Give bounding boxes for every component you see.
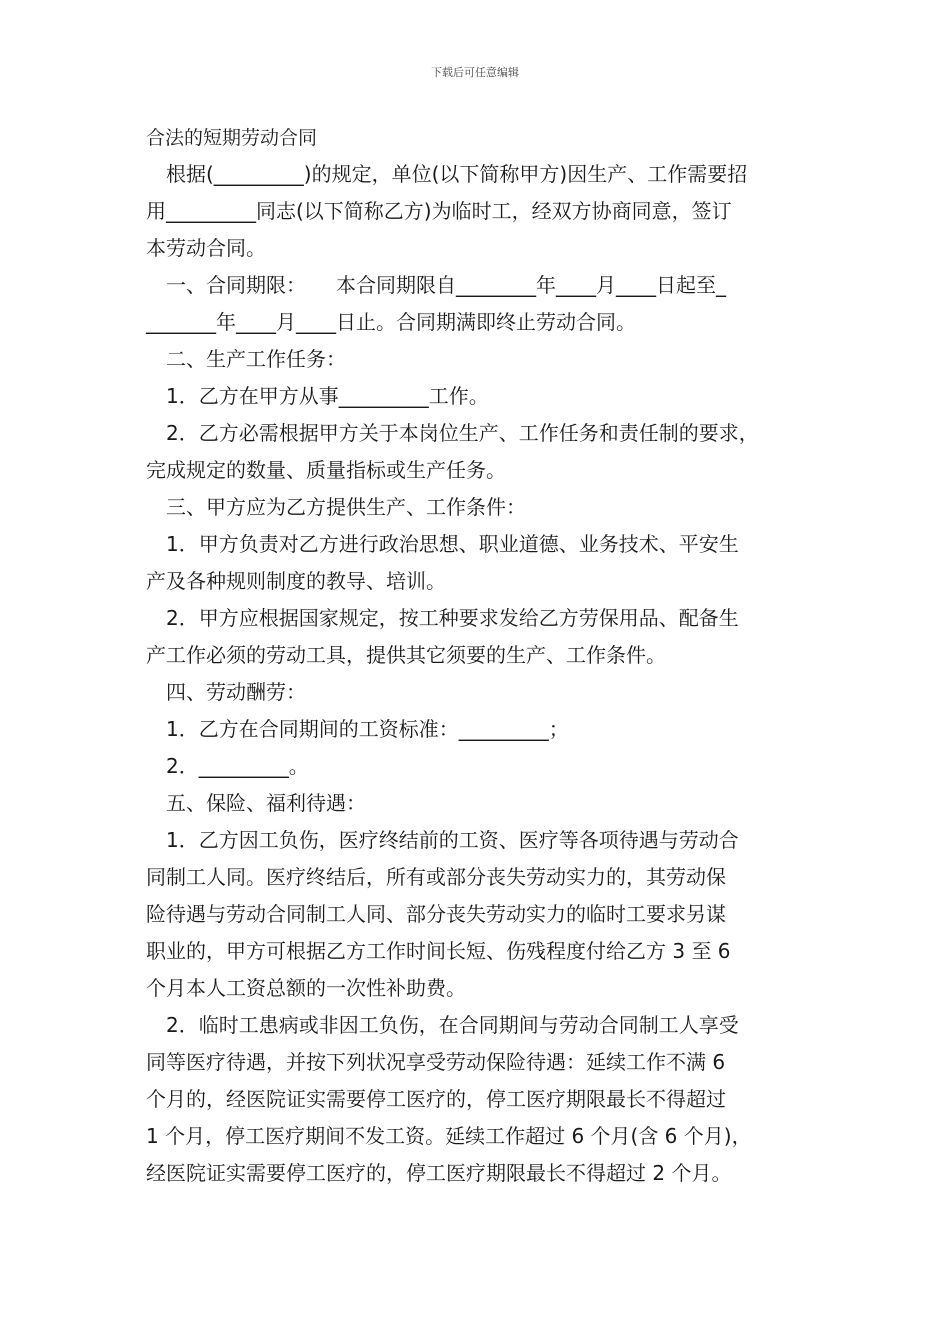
- section-heading-tasks: 二、生产工作任务：: [166, 347, 346, 371]
- section-heading-pay: 四、劳动酬劳：: [166, 680, 306, 704]
- section-heading-insurance: 五、保险、福利待遇：: [166, 791, 366, 815]
- paragraph-line: 个月本人工资总额的一次性补助费。: [146, 976, 466, 1000]
- list-item: 1．乙方因工负伤，医疗终结前的工资、医疗等各项待遇与劳动合: [166, 828, 739, 852]
- paragraph-line: 根据(_________)的规定，单位(以下简称甲方)因生产、工作需要招: [166, 162, 748, 186]
- paragraph-line: 本劳动合同。: [146, 236, 266, 260]
- paragraph-line: 产工作必须的劳动工具，提供其它须要的生产、工作条件。: [146, 643, 666, 667]
- document-body: [146, 120, 822, 1192]
- paragraph-line: 同等医疗待遇，并按下列状况享受劳动保险待遇：延续工作不满 6: [146, 1050, 726, 1074]
- section-heading-term: 一、合同期限： 本合同期限自________年____月____日起至_: [166, 273, 726, 297]
- document-title: 合法的短期劳动合同: [146, 127, 318, 149]
- paragraph-line: _______年____月____日止。合同期满即终止劳动合同。: [146, 310, 636, 334]
- paragraph-line: 职业的，甲方可根据乙方工作时间长短、伤残程度付给乙方 3 至 6: [146, 939, 731, 963]
- list-item: 2．乙方必需根据甲方关于本岗位生产、工作任务和责任制的要求，: [166, 421, 759, 445]
- list-item: 2．甲方应根据国家规定，按工种要求发给乙方劳保用品、配备生: [166, 606, 739, 630]
- paragraph-line: 险待遇与劳动合同制工人同、部分丧失劳动实力的临时工要求另谋: [146, 902, 726, 926]
- page-header-note: 下载后可任意编辑: [431, 66, 519, 79]
- paragraph-line: 完成规定的数量、质量指标或生产任务。: [146, 458, 506, 482]
- paragraph-line: 同制工人同。医疗终结后，所有或部分丧失劳动实力的，其劳动保: [146, 865, 726, 889]
- list-item: 1．甲方负责对乙方进行政治思想、职业道德、业务技术、平安生: [166, 532, 739, 556]
- list-item: 2．_________。: [166, 754, 309, 778]
- list-item: 1．乙方在甲方从事_________工作。: [166, 384, 489, 408]
- paragraph-line: 产及各种规则制度的教导、培训。: [146, 569, 446, 593]
- paragraph-line: 个月的，经医院证实需要停工医疗的，停工医疗期限最长不得超过: [146, 1087, 726, 1111]
- paragraph-line: 1 个月，停工医疗期间不发工资。延续工作超过 6 个月(含 6 个月)，: [146, 1124, 752, 1148]
- paragraph-line: 用_________同志(以下简称乙方)为临时工，经双方协商同意，签订: [146, 199, 732, 223]
- list-item: 2．临时工患病或非因工负伤，在合同期间与劳动合同制工人享受: [166, 1013, 739, 1037]
- section-heading-conditions: 三、甲方应为乙方提供生产、工作条件：: [166, 495, 526, 519]
- list-item: 1．乙方在合同期间的工资标准：_________；: [166, 717, 569, 741]
- paragraph-line: 经医院证实需要停工医疗的，停工医疗期限最长不得超过 2 个月。: [146, 1161, 732, 1185]
